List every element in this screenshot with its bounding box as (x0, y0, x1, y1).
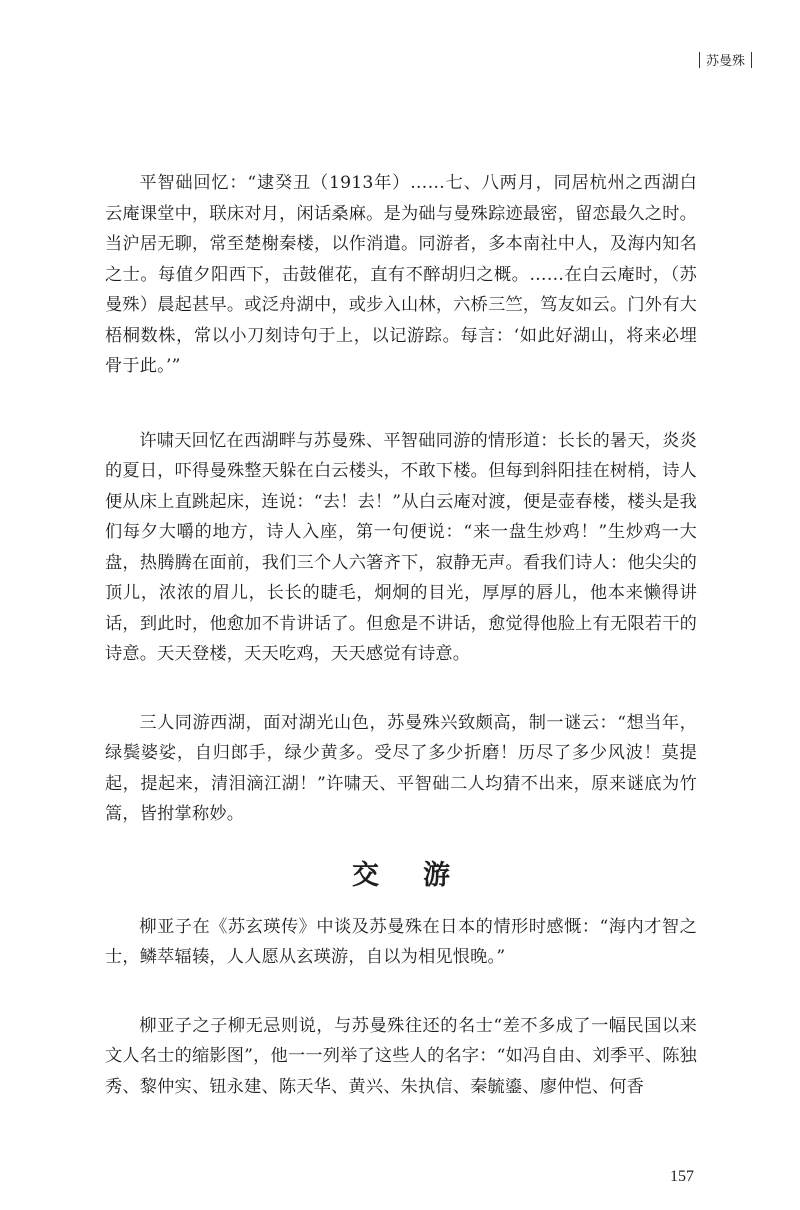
running-title: 苏曼殊 (705, 54, 745, 69)
paragraph-gap (105, 670, 697, 708)
paragraph-ping-zhichu-recollection: 平智础回忆：“逮癸丑（1913年）……七、八两月，同居杭州之西湖白云庵课堂中，联床对月，闲话桑麻。是为础与曼殊踪迹最密，留恋最久之时。当沪居无聊，常至楚榭秦楼，以作消遣。同游者，多本南社中人，及海内知名之士。每值夕阳西下，击鼓催花，直有不醉胡归之概。……在白云庵时，（苏曼殊）晨起甚早。或泛舟湖中，或步入山林，六桥三竺，笃友如云。门外有大梧桐数株，常以小刀刻诗句于上，以记游踪。每言：‘如此好湖山，将来必埋骨于此。’” (105, 173, 697, 376)
header-divider-left (699, 52, 700, 68)
paragraph-gap (105, 973, 697, 1011)
paragraph-gap (105, 382, 697, 426)
paragraph-xu-xiaotian-recollection: 许啸天回忆在西湖畔与苏曼殊、平智础同游的情形道：长长的暑天，炎炎的夏日，吓得曼殊整天躲在白云楼头，不敢下楼。但每到斜阳挂在树梢，诗人便从床上直跳起床，连说：“去！去！”从白云庵对渡，便是壶春楼，楼头是我们每夕大嚼的地方，诗人入座，第一句便说：“来一盘生炒鸡！”生炒鸡一大盘，热腾腾在面前，我们三个人六箸齐下，寂静无声。看我们诗人：他尖尖的顶儿，浓浓的眉儿，长长的睫毛，炯炯的目光，厚厚的唇儿，他本来懒得讲话，到此时，他愈加不肯讲话了。但愈是不讲话，愈觉得他脸上有无限若干的诗意。天天登楼，天天吃鸡，天天感觉有诗意。 (105, 430, 697, 664)
running-header (699, 50, 752, 69)
page-body (105, 168, 697, 1102)
paragraph-riddle: 三人同游西湖，面对湖光山色，苏曼殊兴致颇高，制一谜云：“想当年，绿鬓婆娑，自归郎手，绿少黄多。受尽了多少折磨！历尽了多少风波！莫提起，提起来，清泪滴江湖！”许啸天、平智础二人均猜不出来，原来谜底为竹篙，皆拊掌称妙。 (105, 712, 697, 824)
paragraph-gap (105, 896, 697, 912)
section-title: 交游 (352, 859, 494, 891)
page-number: 157 (670, 1168, 694, 1185)
header-divider-right (751, 52, 752, 68)
paragraph-liu-yazi-quote: 柳亚子在《苏玄瑛传》中谈及苏曼殊在日本的情形时感慨：“海内才智之士，鳞萃辐辏，人人愿从玄瑛游，自以为相见恨晚。” (105, 916, 697, 967)
paragraph-liu-wuji-list: 柳亚子之子柳无忌则说，与苏曼殊往还的名士“差不多成了一幅民国以来文人名士的缩影图”，他一一列举了这些人的名字：“如冯自由、刘季平、陈独秀、黎仲实、钮永建、陈天华、黄兴、朱执信、秦毓鎏、廖仲恺、何香 (105, 1015, 697, 1097)
